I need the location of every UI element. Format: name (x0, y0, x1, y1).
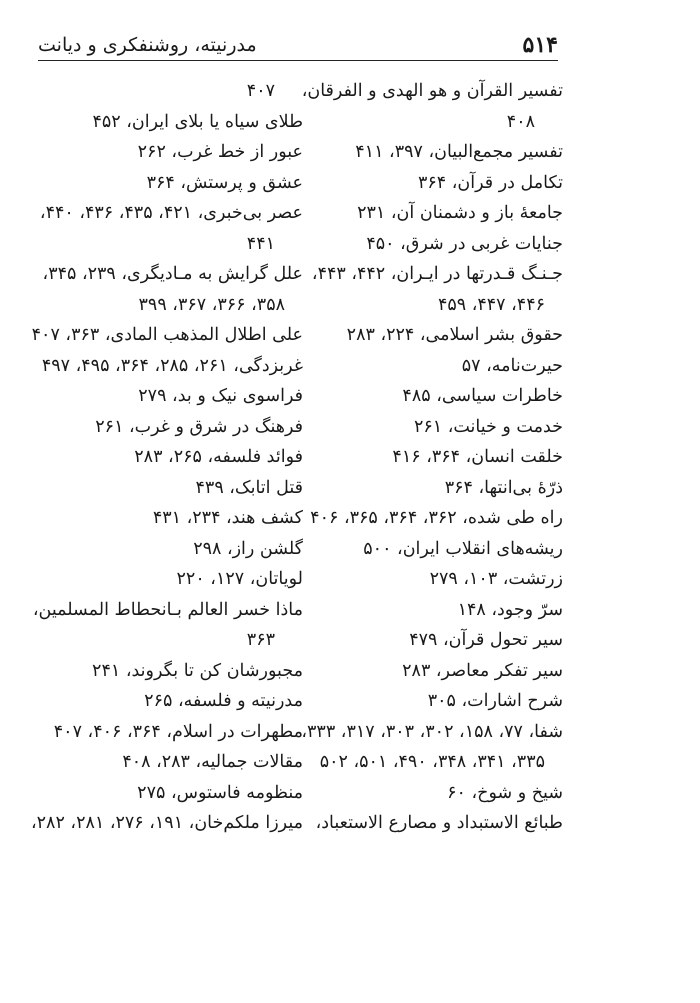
index-entry: فرهنگ در شرق و غرب، ۲۶۱ (95, 416, 303, 437)
page-number: ۵۱۴ (522, 32, 558, 58)
index-entry-continuation: ۴۴۶، ۴۴۷، ۴۵۹ (437, 294, 545, 315)
index-entry: ذرّهٔ بی‌انتها، ۳۶۴ (444, 477, 563, 498)
index-entry: شفا، ۷۷، ۱۵۸، ۳۰۲، ۳۰۳، ۳۱۷، ۳۳۳، (301, 721, 563, 742)
index-entry: ماذا خسر العالم بـانحطاط المسلمین، (32, 599, 303, 620)
index-entry: خلقت انسان، ۳۶۴، ۴۱۶ (392, 447, 563, 467)
index-entry: منظومه فاستوس، ۲۷۵ (137, 782, 303, 803)
index-entry: گلشن راز، ۲۹۸ (193, 538, 303, 559)
index-entry: شیخ و شوخ، ۶۰ (447, 782, 563, 803)
index-entry: تفسیر مجمع‌البیان، ۳۹۷، ۴۱۱ (355, 142, 563, 162)
index-entry: جنایات غربی در شرق، ۴۵۰ (366, 233, 563, 254)
index-entry: مجبورشان کن تا بگروند، ۲۴۱ (92, 660, 303, 681)
index-entry: جامعهٔ باز و دشمنان آن، ۲۳۱ (357, 203, 563, 223)
index-entry-continuation: ۳۵۸، ۳۶۶، ۳۶۷، ۳۹۹ (138, 294, 285, 315)
index-entry: فوائد فلسفه، ۲۶۵، ۲۸۳ (134, 447, 303, 467)
index-entry: سرّ وجود، ۱۴۸ (457, 599, 563, 620)
index-entry: حیرت‌نامه، ۵۷ (461, 355, 563, 376)
index-entry: عصر بی‌خبری، ۴۲۱، ۴۳۵، ۴۳۶، ۴۴۰، (39, 203, 303, 223)
index-entry: میرزا ملکم‌خان، ۱۹۱، ۲۷۶، ۲۸۱، ۲۸۲، (30, 813, 303, 833)
index-entry: خاطرات سیاسی، ۴۸۵ (402, 386, 563, 406)
index-entry: جـنـگ قـدرتها در ایـران، ۴۴۲، ۴۴۳، (311, 264, 563, 284)
index-column-right (301, 76, 563, 839)
index-entry: طلای سیاه یا بلای ایران، ۴۵۲ (92, 111, 303, 132)
index-entry: لویاتان، ۱۲۷، ۲۲۰ (176, 569, 303, 589)
index-entry: راه طی شده، ۳۶۲، ۳۶۴، ۳۶۵، ۴۰۶ (310, 508, 563, 528)
index-entry: مدرنیته و فلسفه، ۲۶۵ (144, 691, 303, 711)
index-entry-continuation: ۴۰۸ (506, 111, 535, 132)
index-entry: فراسوی نیک و بد، ۲۷۹ (138, 386, 303, 406)
index-entry: زرتشت، ۱۰۳، ۲۷۹ (429, 569, 563, 589)
index-entry: علی اطلال المذهب المادی، ۳۶۳، ۴۰۷ (31, 325, 303, 345)
index-entry: قتل اتابک، ۴۳۹ (195, 477, 303, 498)
index-column-left (30, 76, 303, 839)
index-entry: سیر تفکر معاصر، ۲۸۳ (402, 660, 563, 681)
index-entry: غربزدگی، ۲۶۱، ۲۸۵، ۳۶۴، ۴۹۵، ۴۹۷ (41, 355, 303, 376)
index-entry: تفسیر القرآن و هو الهدی و الفرقان، (301, 81, 563, 101)
index-entry: طبائع الاستبداد و مصارع الاستعباد، (315, 813, 563, 833)
index-entry: علل گرایش به مـادیگری، ۲۳۹، ۳۴۵، (42, 264, 303, 284)
index-entry: عبور از خط غرب، ۲۶۲ (137, 142, 303, 162)
index-entry-continuation: ۴۰۷ (246, 81, 275, 101)
index-entry: شرح اشارات، ۳۰۵ (427, 691, 563, 711)
header-rule (38, 60, 558, 61)
index-entry: ریشه‌های انقلاب ایران، ۵۰۰ (363, 538, 563, 559)
index-entry: سیر تحول قرآن، ۴۷۹ (409, 630, 563, 650)
index-entry-continuation: ۳۶۳ (246, 630, 275, 650)
index-entry: کشف هند، ۲۳۴، ۴۳۱ (152, 508, 303, 528)
index-entry: تکامل در قرآن، ۳۶۴ (417, 172, 563, 193)
page-header (38, 30, 558, 60)
index-entry: حقوق بشر اسلامی، ۲۲۴، ۲۸۳ (346, 325, 563, 345)
index-entry: مقالات جمالیه، ۲۸۳، ۴۰۸ (122, 752, 303, 772)
index-entry-continuation: ۳۳۵، ۳۴۱، ۳۴۸، ۴۹۰، ۵۰۱، ۵۰۲ (319, 752, 545, 772)
index-entry: خدمت و خیانت، ۲۶۱ (413, 416, 563, 437)
index-entry: مطهرات در اسلام، ۳۶۴، ۴۰۶، ۴۰۷ (53, 721, 303, 742)
index-entry-continuation: ۴۴۱ (246, 233, 275, 254)
running-title: مدرنیته، روشنفکری و دیانت (38, 34, 257, 56)
index-entry: عشق و پرستش، ۳۶۴ (146, 172, 303, 193)
